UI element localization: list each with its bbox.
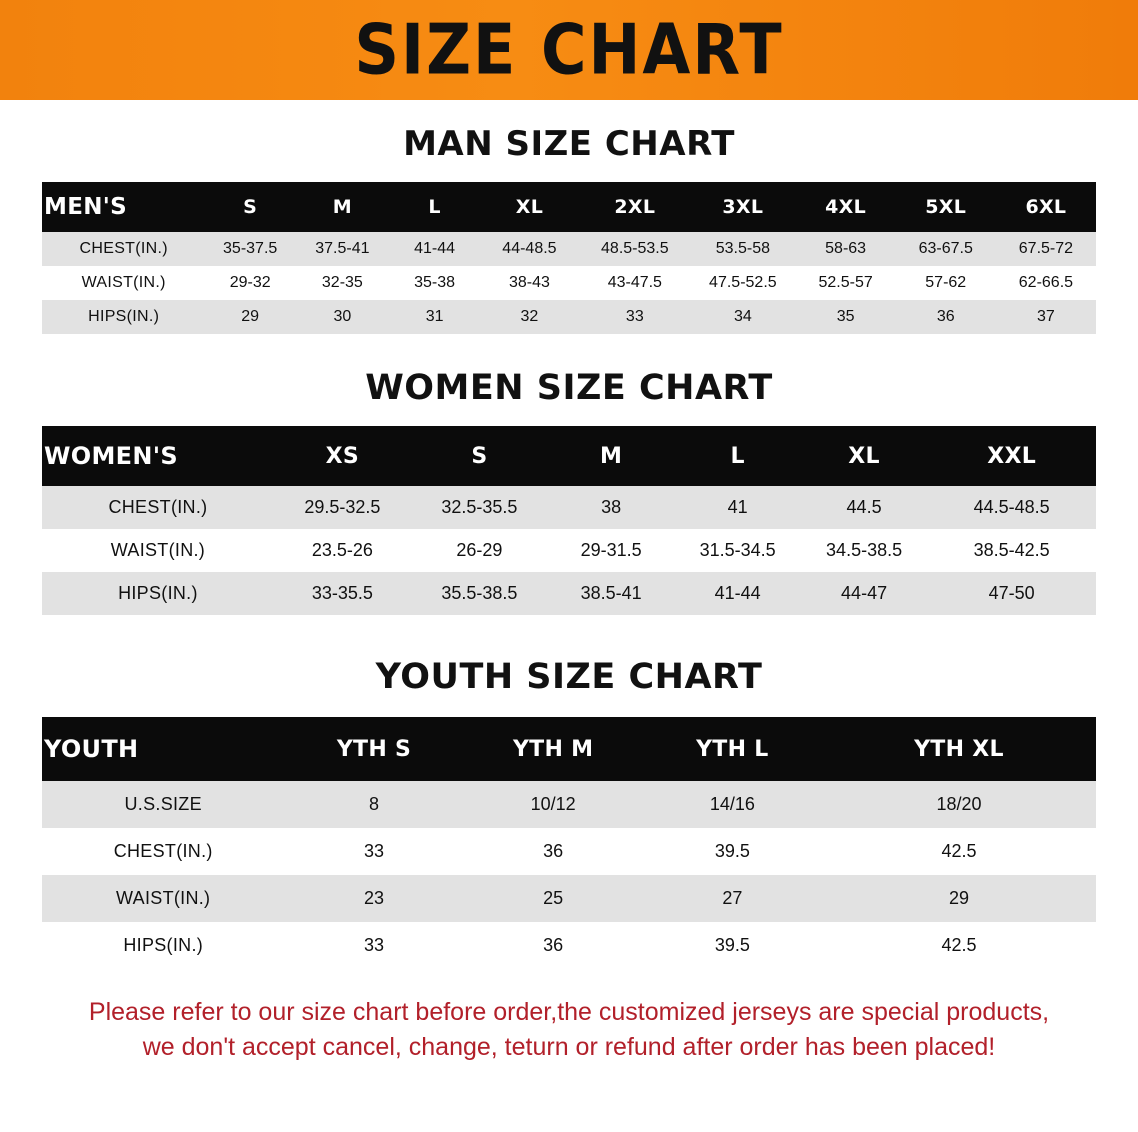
table-cell: 43-47.5 bbox=[580, 266, 691, 300]
column-header: 3XL bbox=[690, 182, 795, 232]
table-cell: 44.5 bbox=[801, 486, 927, 529]
table-cell: 53.5-58 bbox=[690, 232, 795, 266]
row-label: WAIST(IN.) bbox=[42, 529, 274, 572]
column-header: 4XL bbox=[796, 182, 896, 232]
table-cell: 35 bbox=[796, 300, 896, 334]
table-cell: 38.5-42.5 bbox=[927, 529, 1096, 572]
table-cell: 42.5 bbox=[822, 922, 1096, 969]
row-label: HIPS(IN.) bbox=[42, 300, 205, 334]
row-label: CHEST(IN.) bbox=[42, 232, 205, 266]
table-row bbox=[42, 922, 1096, 969]
table-cell: 37 bbox=[996, 300, 1096, 334]
table-cell: 36 bbox=[896, 300, 996, 334]
column-header: 2XL bbox=[580, 182, 691, 232]
table-cell: 41-44 bbox=[674, 572, 800, 615]
table-cell: 38-43 bbox=[479, 266, 579, 300]
table-cell: 47-50 bbox=[927, 572, 1096, 615]
table-row bbox=[42, 828, 1096, 875]
column-header: S bbox=[411, 426, 548, 486]
table-header-row bbox=[42, 717, 1096, 781]
table-header-row bbox=[42, 426, 1096, 486]
table-cell: 26-29 bbox=[411, 529, 548, 572]
row-label: CHEST(IN.) bbox=[42, 486, 274, 529]
table-row bbox=[42, 572, 1096, 615]
row-label: HIPS(IN.) bbox=[42, 572, 274, 615]
table-cell: 36 bbox=[464, 828, 643, 875]
disclaimer-line-2: we don't accept cancel, change, teturn or refund after order has been placed! bbox=[142, 1032, 996, 1061]
table-cell: 35.5-38.5 bbox=[411, 572, 548, 615]
table-cell: 8 bbox=[284, 781, 463, 828]
table-cell: 27 bbox=[643, 875, 822, 922]
column-header: 5XL bbox=[896, 182, 996, 232]
row-label: WAIST(IN.) bbox=[42, 266, 205, 300]
table-cell: 36 bbox=[464, 922, 643, 969]
table-cell: 14/16 bbox=[643, 781, 822, 828]
table-cell: 10/12 bbox=[464, 781, 643, 828]
table-cell: 47.5-52.5 bbox=[690, 266, 795, 300]
table-cell: 39.5 bbox=[643, 828, 822, 875]
column-header: M bbox=[295, 182, 390, 232]
row-label: U.S.SIZE bbox=[42, 781, 284, 828]
table-cell: 23 bbox=[284, 875, 463, 922]
man-size-table bbox=[42, 182, 1096, 334]
column-header: MEN'S bbox=[42, 182, 205, 232]
table-cell: 29-31.5 bbox=[548, 529, 674, 572]
row-label: CHEST(IN.) bbox=[42, 828, 284, 875]
table-cell: 34 bbox=[690, 300, 795, 334]
column-header: YTH XL bbox=[822, 717, 1096, 781]
table-cell: 48.5-53.5 bbox=[580, 232, 691, 266]
table-cell: 41-44 bbox=[390, 232, 480, 266]
table-cell: 25 bbox=[464, 875, 643, 922]
table-cell: 29.5-32.5 bbox=[274, 486, 411, 529]
column-header: L bbox=[674, 426, 800, 486]
table-cell: 30 bbox=[295, 300, 390, 334]
column-header: YTH S bbox=[284, 717, 463, 781]
women-size-table bbox=[42, 426, 1096, 615]
column-header: YTH M bbox=[464, 717, 643, 781]
disclaimer-line-1: Please refer to our size chart before order,the customized jerseys are special products, bbox=[88, 998, 1050, 1026]
table-cell: 67.5-72 bbox=[996, 232, 1096, 266]
column-header: M bbox=[548, 426, 674, 486]
youth-size-table bbox=[42, 717, 1096, 969]
table-cell: 38.5-41 bbox=[548, 572, 674, 615]
table-cell: 44-47 bbox=[801, 572, 927, 615]
column-header: XS bbox=[274, 426, 411, 486]
table-row bbox=[42, 781, 1096, 828]
table-cell: 29 bbox=[205, 300, 295, 334]
man-table-wrap bbox=[42, 182, 1096, 334]
table-cell: 23.5-26 bbox=[274, 529, 411, 572]
table-row bbox=[42, 300, 1096, 334]
table-cell: 62-66.5 bbox=[996, 266, 1096, 300]
youth-table-wrap bbox=[42, 717, 1096, 969]
table-cell: 29 bbox=[822, 875, 1096, 922]
women-section-heading: WOMEN SIZE CHART bbox=[365, 368, 773, 408]
table-cell: 39.5 bbox=[643, 922, 822, 969]
table-row bbox=[42, 529, 1096, 572]
page-banner bbox=[0, 0, 1138, 100]
column-header: YOUTH bbox=[42, 717, 284, 781]
column-header: YTH L bbox=[643, 717, 822, 781]
table-cell: 32-35 bbox=[295, 266, 390, 300]
table-row bbox=[42, 486, 1096, 529]
table-cell: 57-62 bbox=[896, 266, 996, 300]
women-table-wrap bbox=[42, 426, 1096, 615]
table-cell: 63-67.5 bbox=[896, 232, 996, 266]
table-row bbox=[42, 875, 1096, 922]
disclaimer-note bbox=[40, 995, 1098, 1064]
youth-section-heading: YOUTH SIZE CHART bbox=[375, 657, 763, 697]
table-cell: 18/20 bbox=[822, 781, 1096, 828]
table-row bbox=[42, 266, 1096, 300]
table-cell: 32.5-35.5 bbox=[411, 486, 548, 529]
table-cell: 34.5-38.5 bbox=[801, 529, 927, 572]
table-cell: 33 bbox=[284, 828, 463, 875]
table-cell: 33 bbox=[284, 922, 463, 969]
page-title: SIZE CHART bbox=[354, 8, 784, 91]
table-cell: 33 bbox=[580, 300, 691, 334]
table-cell: 41 bbox=[674, 486, 800, 529]
table-cell: 44-48.5 bbox=[479, 232, 579, 266]
table-cell: 32 bbox=[479, 300, 579, 334]
column-header: XL bbox=[801, 426, 927, 486]
table-cell: 33-35.5 bbox=[274, 572, 411, 615]
row-label: WAIST(IN.) bbox=[42, 875, 284, 922]
table-cell: 35-38 bbox=[390, 266, 480, 300]
column-header: XXL bbox=[927, 426, 1096, 486]
column-header: XL bbox=[479, 182, 579, 232]
table-cell: 38 bbox=[548, 486, 674, 529]
table-cell: 58-63 bbox=[796, 232, 896, 266]
row-label: HIPS(IN.) bbox=[42, 922, 284, 969]
table-cell: 52.5-57 bbox=[796, 266, 896, 300]
column-header: L bbox=[390, 182, 480, 232]
table-cell: 42.5 bbox=[822, 828, 1096, 875]
table-cell: 44.5-48.5 bbox=[927, 486, 1096, 529]
table-row bbox=[42, 232, 1096, 266]
column-header: S bbox=[205, 182, 295, 232]
table-cell: 29-32 bbox=[205, 266, 295, 300]
man-section-heading: MAN SIZE CHART bbox=[403, 124, 735, 164]
table-cell: 37.5-41 bbox=[295, 232, 390, 266]
table-cell: 35-37.5 bbox=[205, 232, 295, 266]
table-cell: 31 bbox=[390, 300, 480, 334]
table-header-row bbox=[42, 182, 1096, 232]
table-cell: 31.5-34.5 bbox=[674, 529, 800, 572]
column-header: WOMEN'S bbox=[42, 426, 274, 486]
column-header: 6XL bbox=[996, 182, 1096, 232]
